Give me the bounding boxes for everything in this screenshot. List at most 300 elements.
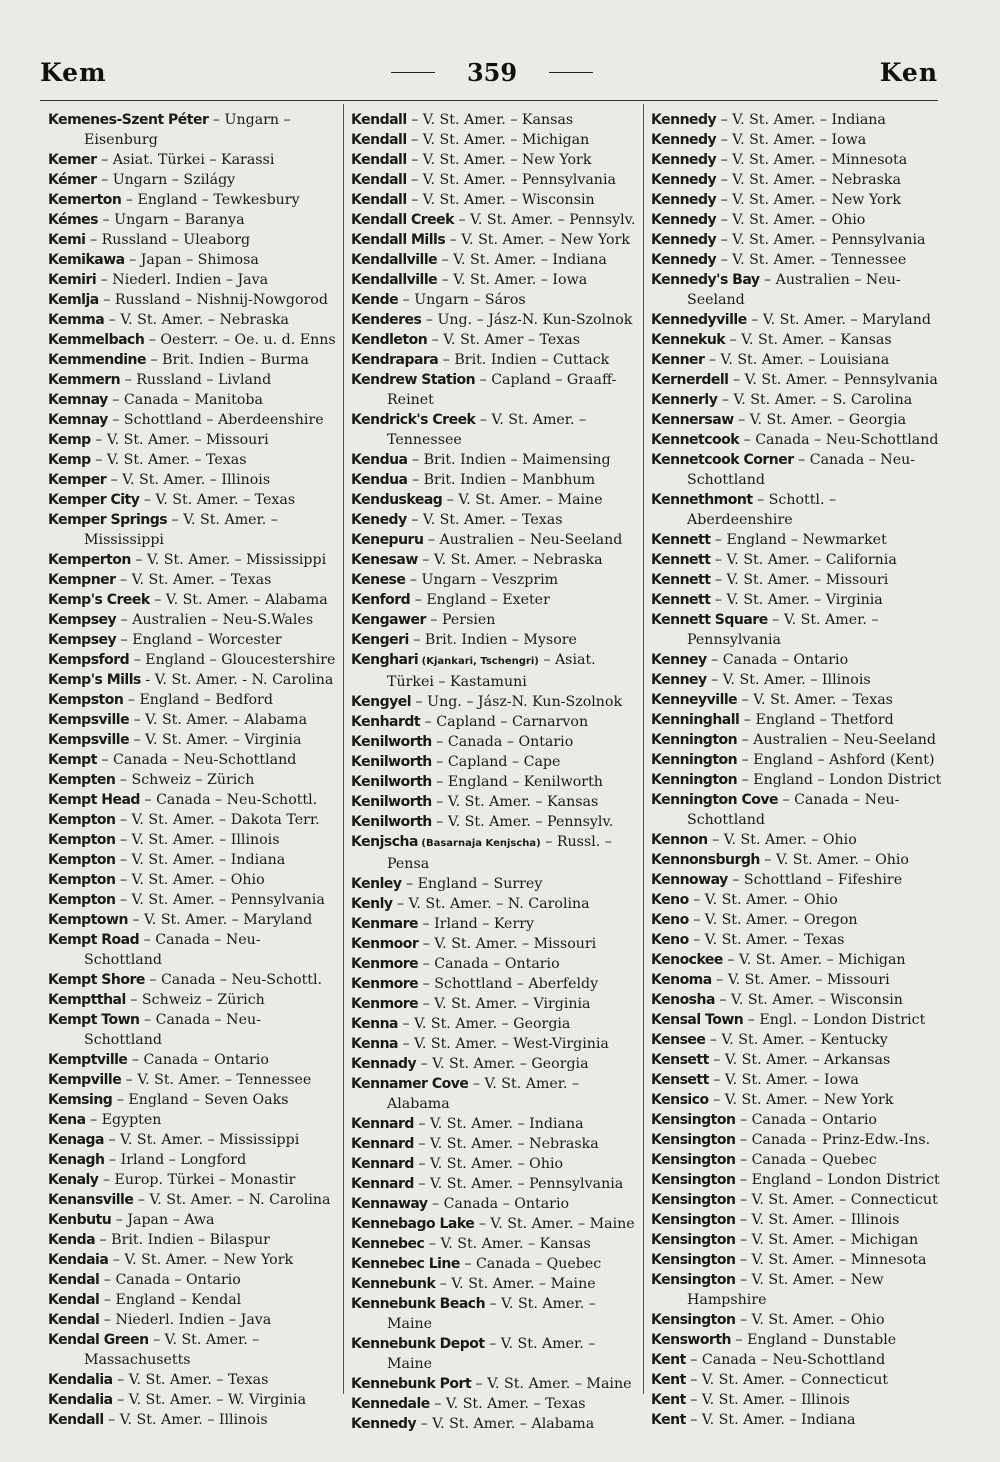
entry-location: – V. St. Amer. – Illinois [706, 672, 871, 688]
gazetteer-entry [651, 790, 943, 830]
entry-place-name: Kemnay [48, 392, 108, 408]
entry-place-name: Kennedy [651, 112, 717, 128]
gazetteer-entry [351, 230, 639, 250]
gazetteer-entry [651, 1110, 943, 1130]
gazetteer-entry [651, 310, 943, 330]
entry-place-name: Kensal Town [651, 1012, 744, 1028]
gazetteer-entry [351, 1334, 639, 1374]
entry-place-name: Kennedy [651, 152, 717, 168]
entry-location: – Canada – Ontario [427, 1196, 570, 1212]
gazetteer-entry [351, 130, 639, 150]
entry-location: – Canada – Ontario [127, 1052, 269, 1068]
entry-location: – V. St. Amer. – Iowa [716, 132, 867, 148]
gazetteer-entry [651, 1030, 943, 1050]
gazetteer-entry [48, 650, 336, 670]
entry-place-name: Kemper [48, 472, 107, 488]
entry-place-name: Kemperton [48, 552, 131, 568]
gazetteer-entry [651, 1170, 943, 1190]
entry-location: – Brit. Indien – Cuttack [438, 352, 610, 368]
entry-place-name: Kennard [351, 1116, 414, 1132]
entry-location: – V. St. Amer. – Maryland [746, 312, 931, 328]
gazetteer-entry [651, 1130, 943, 1150]
entry-location: – V. St. Amer. – Maine [442, 492, 603, 508]
entry-location: – Capland – Carnarvon [420, 714, 589, 730]
entry-location: – Irland – Kerry [418, 916, 535, 932]
entry-place-name: Kenilworth [351, 754, 432, 770]
entry-location: – Asiat. Türkei – Karassi [96, 152, 275, 168]
entry-place-name: Kenna [351, 1016, 398, 1032]
gazetteer-entry [48, 330, 336, 350]
gazetteer-entry [651, 670, 943, 690]
gazetteer-entry [651, 490, 943, 530]
entry-place-name: Kenda [48, 1232, 96, 1248]
entry-place-name: Kensington [651, 1112, 736, 1128]
entry-location: – Schottland – Fifeshire [727, 872, 903, 888]
gazetteer-entry [651, 990, 943, 1010]
entry-location: – V. St. Amer. – Iowa [708, 1072, 859, 1088]
gazetteer-entry [651, 910, 943, 930]
gazetteer-entry [651, 950, 943, 970]
entry-location: – V. St. Amer. – Illinois [106, 472, 271, 488]
entry-place-name: Kennett [651, 532, 711, 548]
column-2 [351, 110, 639, 1434]
gazetteer-entry [351, 1034, 639, 1054]
entry-location: – Oesterr. – Oe. u. d. Enns [144, 332, 336, 348]
entry-place-name: Kensett [651, 1052, 709, 1068]
entry-location: – V. St. Amer. – Pennsylvania [115, 892, 325, 908]
entry-place-name: Kenford [351, 592, 411, 608]
gazetteer-entry [48, 1290, 336, 1310]
header-left-catchword: Kem [40, 58, 107, 87]
gazetteer-entry [651, 970, 943, 990]
entry-place-name: Kensee [651, 1032, 706, 1048]
entry-location: – V. St. Amer. – Ohio [735, 1312, 885, 1328]
gazetteer-entry [351, 210, 639, 230]
gazetteer-entry [651, 570, 943, 590]
entry-place-name: Kemi [48, 232, 86, 248]
entry-place-name: Kent [651, 1372, 686, 1388]
entry-location: – Canada – Neu-Schottland [685, 1352, 886, 1368]
gazetteer-entry [351, 490, 639, 510]
column-3 [651, 110, 943, 1430]
entry-place-name: Kempt Town [48, 1012, 140, 1028]
entry-place-name: Kenmore [351, 976, 419, 992]
gazetteer-entry [48, 930, 336, 970]
gazetteer-entry [48, 1250, 336, 1270]
entry-location: – Brit. Indien – Maimensing [407, 452, 611, 468]
gazetteer-entry [651, 750, 943, 770]
entry-place-name: Kendal Green [48, 1332, 149, 1348]
gazetteer-entry [48, 1170, 336, 1190]
entry-place-name: Kenagh [48, 1152, 105, 1168]
entry-location: – V. St. Amer. – Virginia [418, 996, 591, 1012]
entry-location: – England – Bedford [123, 692, 273, 708]
entry-place-name: Kémes [48, 212, 99, 228]
gazetteer-entry [48, 1370, 336, 1390]
entry-place-name: Kent [651, 1412, 686, 1428]
entry-location: – V. St. Amer. – Indiana [437, 252, 607, 268]
entry-place-name: Kendalia [48, 1372, 113, 1388]
gazetteer-entry [651, 1190, 943, 1210]
entry-place-name: Kemiri [48, 272, 97, 288]
entry-location: – Brit. Indien – Bilaspur [95, 1232, 270, 1248]
entry-place-name: Kempsville [48, 712, 130, 728]
gazetteer-entry [351, 1294, 639, 1334]
gazetteer-entry [351, 290, 639, 310]
column-1 [48, 110, 336, 1430]
entry-location: – V. St. Amer. – Minnesota [735, 1252, 927, 1268]
running-header [40, 58, 938, 98]
entry-place-name: Kennamer Cove [351, 1076, 469, 1092]
gazetteer-entry [48, 1190, 336, 1210]
entry-location: – V. St. Amer. – Illinois [685, 1392, 850, 1408]
entry-place-name: Kendalia [48, 1392, 113, 1408]
entry-alt-names: (Basarnaja Kenjscha) [417, 838, 541, 849]
entry-place-name: Kemmendine [48, 352, 147, 368]
entry-place-name: Kennebunk Beach [351, 1296, 486, 1312]
gazetteer-entry [651, 610, 943, 650]
gazetteer-entry [651, 1250, 943, 1270]
gazetteer-entry [48, 370, 336, 390]
entry-place-name: Kent [651, 1392, 686, 1408]
gazetteer-entry [351, 974, 639, 994]
entry-place-name: Kent [651, 1352, 686, 1368]
entry-location: – V. St. Amer. – Pennsylvania [406, 172, 616, 188]
gazetteer-entry [48, 510, 336, 550]
entry-location: – V. St. Amer. – Missouri [710, 572, 889, 588]
gazetteer-entry [48, 1270, 336, 1290]
entry-location: – V. St. Amer. – Kansas [424, 1236, 591, 1252]
entry-location: – Australien – Neu-Seeland [687, 272, 901, 308]
gazetteer-entry [651, 210, 943, 230]
gazetteer-entry [351, 1194, 639, 1214]
entry-place-name: Kenbutu [48, 1212, 112, 1228]
entry-location: – Europ. Türkei – Monastir [98, 1172, 296, 1188]
entry-location: – V. St. Amer. – Tennessee [716, 252, 907, 268]
gazetteer-entry [48, 310, 336, 330]
gazetteer-entry [651, 230, 943, 250]
gazetteer-entry [651, 390, 943, 410]
entry-place-name: Kendall [48, 1412, 104, 1428]
entry-location: – England – Tewkesbury [121, 192, 300, 208]
gazetteer-entry [651, 270, 943, 310]
gazetteer-entry [351, 450, 639, 470]
gazetteer-entry [48, 1330, 336, 1370]
entry-location: – Schottland – Aberfeldy [418, 976, 599, 992]
entry-place-name: Kempville [48, 1072, 122, 1088]
entry-place-name: Kennett [651, 592, 711, 608]
entry-place-name: Kensington [651, 1172, 736, 1188]
gazetteer-entry [48, 390, 336, 410]
gazetteer-entry [48, 1110, 336, 1130]
entry-location: – V. St. Amer. – Michigan [735, 1232, 919, 1248]
entry-location: – England – Surrey [401, 876, 543, 892]
entry-location: – V. St. Amer. – Texas [737, 692, 893, 708]
gazetteer-entry [48, 850, 336, 870]
entry-location: – V. St. Amer. – New York [716, 192, 901, 208]
entry-place-name: Kennonsburgh [651, 852, 760, 868]
gazetteer-entry [651, 830, 943, 850]
entry-place-name: Kendall Mills [351, 232, 446, 248]
gazetteer-entry [48, 410, 336, 430]
entry-location: – Ung. – Jász-N. Kun-Szolnok [411, 694, 623, 710]
gazetteer-entry [48, 770, 336, 790]
entry-place-name: Kenjscha [351, 834, 418, 850]
gazetteer-entry [351, 1054, 639, 1074]
entry-location: – Egypten [85, 1112, 162, 1128]
gazetteer-entry [48, 730, 336, 750]
entry-location: – V. St. Amer. – Illinois [103, 1412, 268, 1428]
gazetteer-entry [351, 650, 639, 692]
entry-location: – Canada – Quebec [459, 1256, 602, 1272]
gazetteer-entry [651, 1370, 943, 1390]
gazetteer-entry [651, 1350, 943, 1370]
entry-place-name: Kengeri [351, 632, 409, 648]
gazetteer-entry [651, 450, 943, 490]
entry-location: – Schweiz – Zürich [125, 992, 265, 1008]
gazetteer-entry [48, 170, 336, 190]
entry-location: – V. St. Amer. – Pennsylv. [453, 212, 636, 228]
gazetteer-entry [351, 812, 639, 832]
gazetteer-entry [651, 1310, 943, 1330]
entry-place-name: Kemsing [48, 1092, 113, 1108]
entry-place-name: Kensington [651, 1232, 736, 1248]
entry-place-name: Kennon [651, 832, 708, 848]
entry-place-name: Kennedy [651, 212, 717, 228]
header-rule [40, 100, 938, 101]
gazetteer-entry [48, 190, 336, 210]
gazetteer-entry [48, 670, 336, 690]
entry-location: – V. St. Amer. – Michigan [722, 952, 906, 968]
gazetteer-entry [651, 710, 943, 730]
entry-place-name: Kengawer [351, 612, 426, 628]
entry-location: – V. St. Amer. – Indiana [115, 852, 286, 868]
entry-place-name: Kenmoor [351, 936, 419, 952]
entry-location: – Brit. Indien – Manbhum [407, 472, 596, 488]
entry-location: – Brit. Indien – Burma [146, 352, 309, 368]
entry-location: – Canada – Quebec [735, 1152, 877, 1168]
entry-location: – V. St. Amer. – N. Carolina [133, 1192, 331, 1208]
entry-location: – V. St. Amer. – Virginia [129, 732, 302, 748]
entry-place-name: Kengyel [351, 694, 412, 710]
gazetteer-entry [48, 450, 336, 470]
entry-location: – Russland – Livland [120, 372, 272, 388]
entry-place-name: Kennebago Lake [351, 1216, 475, 1232]
entry-place-name: Kenly [351, 896, 393, 912]
gazetteer-entry [351, 1374, 639, 1394]
entry-location: – Russland – Nishnij-Nowgorod [98, 292, 328, 308]
entry-place-name: Kena [48, 1112, 86, 1128]
entry-location: – V. St. Amer. – Kentucky [705, 1032, 888, 1048]
entry-place-name: Kennaway [351, 1196, 428, 1212]
entry-place-name: Kenduskeag [351, 492, 443, 508]
entry-location: – Ungarn – Eisenburg [84, 112, 291, 148]
entry-place-name: Kempton [48, 872, 116, 888]
column-divider [343, 104, 344, 1394]
entry-location: – V. St. Amer. – Connecticut [735, 1192, 938, 1208]
entry-place-name: Kempt Road [48, 932, 140, 948]
entry-place-name: Kennedy [651, 172, 717, 188]
gazetteer-entry [48, 970, 336, 990]
gazetteer-entry [351, 310, 639, 330]
gazetteer-entry [48, 890, 336, 910]
entry-place-name: Kemp's Creek [48, 592, 150, 608]
gazetteer-entry [651, 350, 943, 370]
gazetteer-entry [351, 550, 639, 570]
gazetteer-entry [651, 1090, 943, 1110]
gazetteer-entry [48, 1130, 336, 1150]
entry-location: – V. St. Amer. – Illinois [735, 1212, 900, 1228]
gazetteer-entry [48, 870, 336, 890]
entry-place-name: Kennerly [651, 392, 718, 408]
entry-place-name: Kemenes-Szent Péter [48, 112, 209, 128]
entry-place-name: Kempten [48, 772, 116, 788]
entry-place-name: Kennetcook Corner [651, 452, 794, 468]
entry-location: – Niederl. Indien – Java [96, 272, 269, 288]
gazetteer-entry [48, 630, 336, 650]
entry-place-name: Kendall Creek [351, 212, 454, 228]
entry-place-name: Kenmore [351, 956, 419, 972]
entry-location: – V. St. Amer. – Missouri [418, 936, 597, 952]
entry-place-name: Kenaly [48, 1172, 99, 1188]
entry-place-name: Kenney [651, 672, 707, 688]
entry-place-name: Kendall [351, 152, 407, 168]
gazetteer-entry [651, 430, 943, 450]
entry-place-name: Kempston [48, 692, 124, 708]
entry-location: – England – Kendal [99, 1292, 242, 1308]
entry-place-name: Kempsey [48, 612, 117, 628]
entry-location: – Canada – Manitoba [107, 392, 263, 408]
entry-location: – Irland – Longford [104, 1152, 247, 1168]
entry-location: – Canada – Neu-Schottland [687, 452, 916, 488]
gazetteer-entry [351, 934, 639, 954]
gazetteer-entry [48, 470, 336, 490]
entry-location: – V. St. Amer. – W. Virginia [112, 1392, 307, 1408]
entry-location: – V. St. Amer. – Texas [429, 1396, 586, 1412]
gazetteer-entry [351, 994, 639, 1014]
gazetteer-entry [351, 250, 639, 270]
entry-place-name: Kemp [48, 432, 91, 448]
gazetteer-entry [651, 1070, 943, 1090]
entry-location: – V. St. Amer. – New York [108, 1252, 294, 1268]
entry-place-name: Kennebunk [351, 1276, 436, 1292]
entry-place-name: Kenilworth [351, 794, 432, 810]
entry-location: – V. St. Amer. – Texas [139, 492, 296, 508]
gazetteer-entry [651, 1150, 943, 1170]
entry-location: – Capland – Graaff-Reinet [387, 372, 617, 408]
entry-location: – V. St. Amer. – Texas [688, 932, 845, 948]
entry-place-name: Kenilworth [351, 774, 432, 790]
entry-place-name: Kennebec Line [351, 1256, 460, 1272]
entry-place-name: Kennett [651, 552, 711, 568]
entry-location: – V. St. Amer. – Texas [406, 512, 563, 528]
gazetteer-entry [351, 590, 639, 610]
gazetteer-entry [48, 1070, 336, 1090]
entry-location: – V. St. Amer. – Ohio [759, 852, 909, 868]
entry-place-name: Kennedy [351, 1416, 417, 1432]
gazetteer-entry [351, 1014, 639, 1034]
gazetteer-entry [651, 250, 943, 270]
entry-location: – England – London District [737, 772, 942, 788]
entry-place-name: Kernerdell [651, 372, 729, 388]
entry-location: – V. St. Amer. – Pennsylvania [728, 372, 938, 388]
entry-location: – England – Seven Oaks [112, 1092, 289, 1108]
entry-location: – Schottland – Aberdeenshire [107, 412, 324, 428]
entry-place-name: Kennington [651, 752, 738, 768]
entry-location: – England – Dunstable [731, 1332, 897, 1348]
entry-place-name: Kenoma [651, 972, 712, 988]
entry-location: – Japan – Shimosa [124, 252, 259, 268]
entry-place-name: Kensico [651, 1092, 709, 1108]
entry-place-name: Kenosha [651, 992, 715, 1008]
entry-location: – England – Newmarket [710, 532, 887, 548]
entry-location: – V. St. Amer. – Pennsylvania [716, 232, 926, 248]
entry-location: – V. St. Amer. – Tennessee [121, 1072, 312, 1088]
entry-place-name: Kendall [351, 172, 407, 188]
gazetteer-entry [48, 1230, 336, 1250]
entry-location: – Schweiz – Zürich [115, 772, 255, 788]
entry-place-name: Kenedy [351, 512, 407, 528]
entry-location: – V. St. Amer. – Ohio [115, 872, 265, 888]
entry-location: – V. St. Amer. – Maine [387, 1336, 596, 1372]
entry-place-name: Kendua [351, 472, 408, 488]
entry-place-name: Kensington [651, 1312, 736, 1328]
entry-place-name: Kendal [48, 1272, 100, 1288]
entry-location: – Russl. – Pensa [387, 834, 612, 872]
gazetteer-entry [651, 1330, 943, 1350]
gazetteer-entry [48, 270, 336, 290]
entry-place-name: Kensington [651, 1252, 736, 1268]
entry-place-name: Kemerton [48, 192, 122, 208]
entry-location: – V. St. Amer. – New York [708, 1092, 894, 1108]
entry-place-name: Kemer [48, 152, 97, 168]
entry-location: – Ungarn – Baranya [98, 212, 245, 228]
gazetteer-entry [351, 1394, 639, 1414]
entry-place-name: Kemnay [48, 412, 108, 428]
entry-location: – V. St. Amer. – California [710, 552, 897, 568]
gazetteer-entry [48, 1390, 336, 1410]
entry-location: – Canada – Neu-Schottland [687, 792, 900, 828]
gazetteer-entry [48, 230, 336, 250]
entry-location: – England – Gloucestershire [129, 652, 336, 668]
gazetteer-entry [48, 550, 336, 570]
entry-place-name: Kennedale [351, 1396, 430, 1412]
entry-place-name: Kempt [48, 752, 97, 768]
gazetteer-entry [351, 470, 639, 490]
entry-location: – V. St. Amer. – Oregon [688, 912, 858, 928]
entry-place-name: Kennedy's Bay [651, 272, 760, 288]
gazetteer-entry [651, 190, 943, 210]
entry-location: – Canada – Neu-Schottland [96, 752, 297, 768]
gazetteer-entry [48, 810, 336, 830]
gazetteer-entry [48, 990, 336, 1010]
entry-place-name: Kempt Head [48, 792, 140, 808]
entry-location: – Schottl. – Aberdeenshire [687, 492, 837, 528]
gazetteer-entry [48, 610, 336, 630]
entry-location: – V. St. Amer. – Nebraska [104, 312, 289, 328]
entry-place-name: Kennedy [651, 232, 717, 248]
entry-location: – V. St. Amer. – Ohio [688, 892, 838, 908]
entry-place-name: Kennard [351, 1136, 414, 1152]
gazetteer-entry [651, 730, 943, 750]
entry-place-name: Kennetcook [651, 432, 740, 448]
gazetteer-entry [351, 712, 639, 732]
gazetteer-entry [351, 772, 639, 792]
entry-location: – V. St. Amer. – Pennsylv. [431, 814, 614, 830]
entry-location: – Ungarn – Sáros [398, 292, 526, 308]
page-number: 359 [397, 58, 587, 87]
entry-place-name: Kende [351, 292, 399, 308]
